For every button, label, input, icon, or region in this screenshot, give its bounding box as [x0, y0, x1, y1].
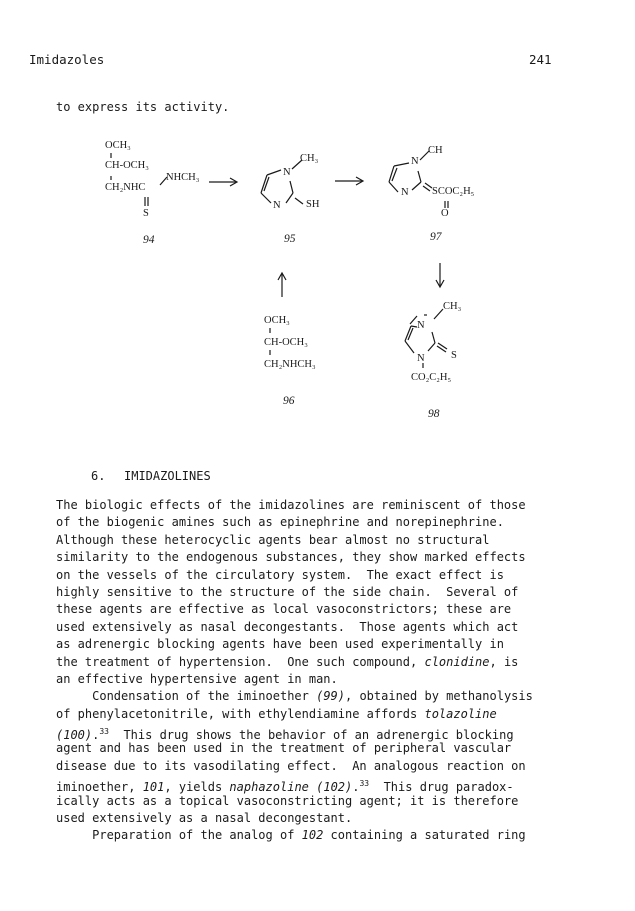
label-95: 95: [284, 233, 296, 245]
body-line: highly sensitive to the structure of the side chain. Several of: [56, 584, 519, 599]
text-run: This drug shows the behavior of an adrenergic blocking: [109, 728, 514, 743]
body-line: Although these heterocyclic agents bear almost no structural: [56, 532, 490, 547]
body-line: used extensively as a nasal decongestant.: [56, 811, 353, 826]
c94-sulfur: S: [143, 208, 149, 219]
body-line: ically acts as a topical vasoconstricting agent; it is therefore: [56, 793, 519, 808]
body-paragraphs: [56, 497, 576, 845]
ring-98: [405, 309, 447, 368]
body-line: [56, 723, 576, 743]
c94-ch-och3: CH-OCH₃: [105, 160, 149, 171]
c97-oxygen: O: [441, 208, 449, 219]
c96-ch-och3: CH-OCH₃: [264, 337, 308, 348]
c96-och3: OCH₃: [264, 315, 290, 326]
body-line: these agents are effective as local vasoconstrictors; these are: [56, 602, 512, 617]
compound-name-naphazoline: naphazoline (102): [229, 780, 353, 795]
label-97: 97: [430, 231, 442, 243]
c97-n1: N: [411, 156, 419, 167]
body-line: of the biogenic amines such as epinephrine and norepinephrine.: [56, 515, 504, 530]
citation-33: 33: [359, 779, 370, 789]
label-96: 96: [283, 395, 295, 407]
body-line: The biologic effects of the imidazolines are reminiscent of those: [56, 498, 526, 512]
c94-ch2nhc: CH₂NHC: [105, 182, 146, 193]
c94-nhch3: NHCH₃: [166, 172, 200, 183]
citation-33: 33: [99, 727, 109, 737]
c98-sulfur: S: [451, 350, 457, 361]
body-line: [56, 688, 576, 705]
body-line: [56, 775, 576, 795]
body-line: [56, 654, 576, 671]
text-run: Condensation of the iminoether: [56, 689, 317, 704]
compound-name-clonidine: clonidine: [424, 654, 490, 669]
body-line: on the vessels of the circulatory system. The exact effect is: [56, 567, 504, 582]
text-run: , yields: [164, 780, 230, 795]
page-number: 241: [529, 52, 552, 67]
body-line: agent and has been used in the treatment of peripheral vascular: [56, 741, 512, 756]
section-title: IMIDAZOLINES: [124, 469, 211, 483]
text-run: the treatment of hypertension. One such compound,: [56, 654, 425, 669]
body-line: [56, 706, 576, 723]
c98-ester: CO₂C₂H₅: [411, 372, 452, 383]
body-line: [56, 827, 576, 844]
body-line: similarity to the endogenous substances, they show marked effects: [56, 550, 526, 565]
text-run: of phenylacetonitrile, with ethylendiamine affords: [56, 706, 425, 721]
section-number: 6.: [91, 469, 106, 483]
text-run: , is: [489, 654, 519, 669]
body-line: an effective hypertensive agent in man.: [56, 671, 338, 686]
c98-n3: N: [417, 353, 425, 364]
compound-ref-101: 101: [142, 780, 165, 795]
body-line: as adrenergic blocking agents have been used experimentally in: [56, 637, 504, 652]
running-title: Imidazoles: [29, 52, 105, 67]
label-98: 98: [428, 408, 440, 420]
c95-sh: SH: [306, 199, 320, 210]
body-line: disease due to its vasodilating effect. An analogous reaction on: [56, 758, 526, 773]
c96-ch2nhch3: CH₂NHCH₃: [264, 359, 316, 370]
ring-95: [261, 160, 303, 204]
c98-n1: N: [417, 320, 425, 331]
text-run: This drug paradox-: [369, 780, 514, 795]
intro-line: to express its activity.: [56, 100, 230, 114]
compound-ref-100: (100): [56, 728, 93, 743]
text-run: Preparation of the analog of: [56, 828, 302, 843]
c95-n3: N: [273, 200, 281, 211]
text-run: .: [92, 728, 100, 743]
compound-ref-99: (99): [316, 689, 345, 704]
c95-n1: N: [283, 167, 291, 178]
c97-n3: N: [401, 187, 409, 198]
c97-ch: CH: [428, 145, 443, 156]
label-94: 94: [143, 234, 155, 246]
text-run: containing a saturated ring: [323, 828, 526, 843]
c97-scoc2h5: SCOC₂H₅: [432, 186, 475, 197]
compound-name-tolazoline: tolazoline: [424, 706, 497, 721]
compound-ref-102: 102: [301, 828, 324, 843]
text-run: iminoether,: [56, 780, 143, 795]
text-run: , obtained by methanolysis: [345, 689, 533, 704]
body-line: used extensively as nasal decongestants. Those agents which act: [56, 619, 519, 634]
c94-och3: OCH₃: [105, 140, 131, 151]
c98-ch3: CH₃: [443, 301, 462, 312]
c95-ch3: CH₃: [300, 153, 319, 164]
text-run: .: [352, 780, 360, 795]
